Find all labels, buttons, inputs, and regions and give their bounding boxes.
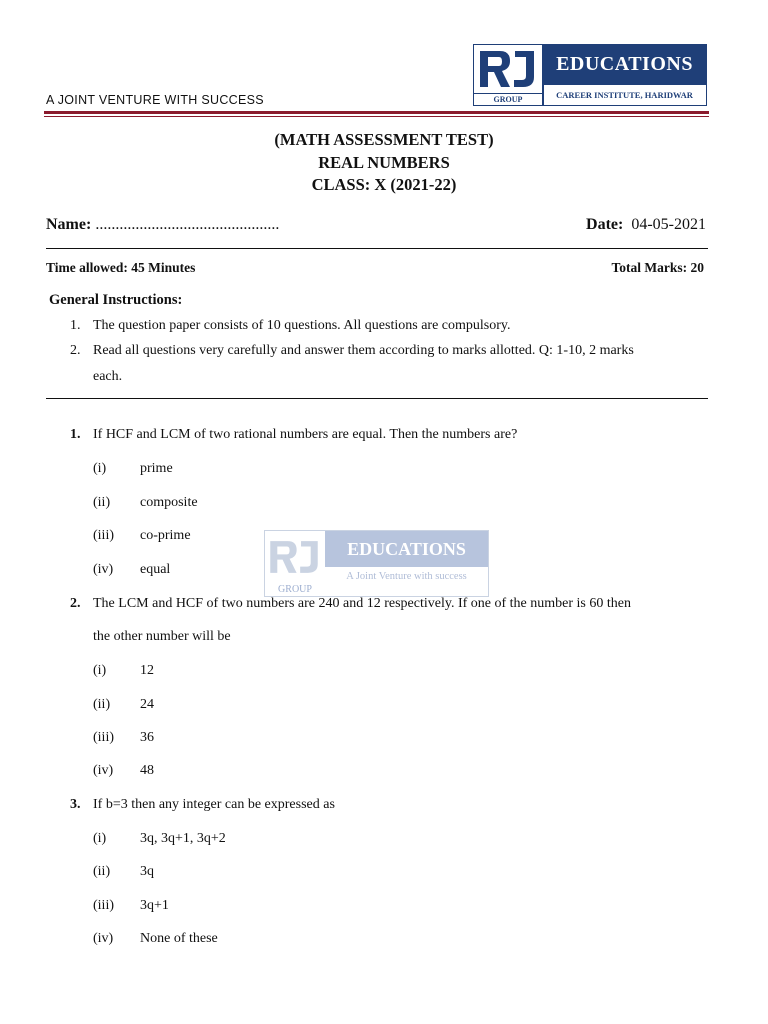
divider (46, 248, 708, 249)
question-text: If HCF and LCM of two rational numbers are equal. Then the numbers are? (93, 427, 518, 442)
instructions-title: General Instructions: (49, 292, 183, 308)
name-field (46, 216, 279, 234)
option: (i) prime (93, 461, 173, 476)
time-allowed: Time allowed: 45 Minutes (46, 260, 196, 275)
name-label: Name: (46, 216, 92, 233)
watermark-title: EDUCATIONS (325, 531, 488, 567)
date-value: 04-05-2021 (631, 216, 706, 233)
total-marks: Total Marks: 20 (611, 260, 704, 275)
logo-title: EDUCATIONS (543, 45, 706, 85)
option: (ii) composite (93, 495, 198, 510)
option: (i) 3q, 3q+1, 3q+2 (93, 831, 226, 846)
question-text-continuation: the other number will be (93, 629, 231, 644)
chapter-title: REAL NUMBERS (318, 153, 450, 172)
date-label: Date: (586, 216, 624, 233)
logo-subtitle: CAREER INSTITUTE, HARIDWAR (556, 90, 693, 100)
header-tagline: A JOINT VENTURE WITH SUCCESS (46, 93, 264, 107)
class-title: CLASS: X (2021-22) (311, 175, 457, 194)
watermark-logo (264, 530, 489, 597)
option: (ii) 24 (93, 697, 154, 712)
logo-group-label: GROUP (474, 93, 542, 105)
question-text: If b=3 then any integer can be expressed as (93, 797, 335, 812)
option: (ii) 3q (93, 864, 154, 879)
option: (iv) None of these (93, 931, 218, 946)
option: (iv) 48 (93, 763, 154, 778)
option: (iii) co-prime (93, 528, 191, 543)
instruction-item: 1. The question paper consists of 10 questions. All questions are compulsory. (70, 318, 511, 333)
option: (iv) equal (93, 562, 171, 577)
watermark-subtitle: A Joint Venture with success (346, 571, 467, 582)
name-blank: .............................................. (95, 216, 280, 233)
date-field (586, 216, 706, 234)
option: (iii) 36 (93, 730, 154, 745)
option: (iii) 3q+1 (93, 898, 169, 913)
watermark-group-label: GROUP (278, 584, 312, 595)
institute-logo (473, 44, 707, 106)
header-rule-thin (44, 116, 709, 117)
question-2: 2. The LCM and HCF of two numbers are 240 and 12 respectively. If one of the number is 60 then (70, 596, 631, 611)
divider (46, 398, 708, 399)
test-title: (MATH ASSESSMENT TEST) (274, 130, 494, 149)
header-rule-thick (44, 111, 709, 114)
question-1: 1. If HCF and LCM of two rational numbers are equal. Then the numbers are? (70, 427, 518, 442)
option: (i) 12 (93, 663, 154, 678)
instruction-item-continuation: each. (93, 369, 123, 384)
question-3: 3. If b=3 then any integer can be expressed as (70, 797, 335, 812)
question-text: The LCM and HCF of two numbers are 240 and 12 respectively. If one of the number is 60 then (93, 596, 631, 611)
instruction-item: 2. Read all questions very carefully and answer them according to marks allotted. Q: 1-10, 2 marks (70, 343, 634, 358)
